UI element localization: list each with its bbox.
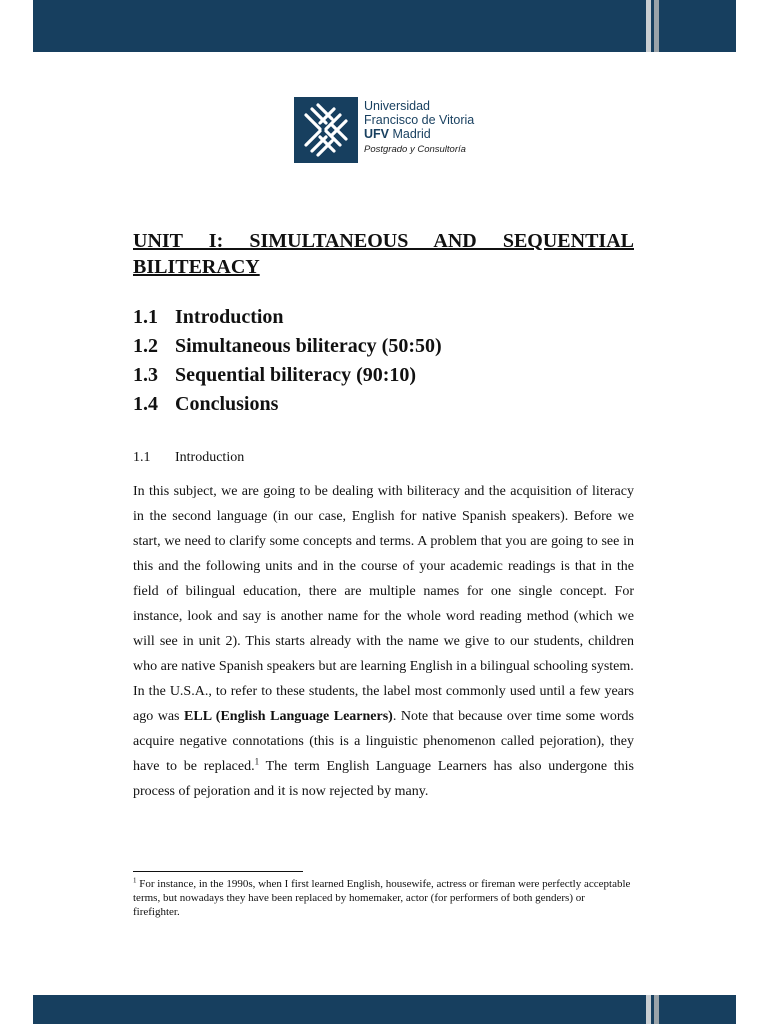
header-notch (646, 0, 651, 52)
toc-label: Introduction (175, 306, 284, 328)
unit-title-line1: UNIT I: SIMULTANEOUS AND SEQUENTIAL (133, 230, 634, 252)
footnote-text: For instance, in the 1990s, when I first learned English, housewife, actress or fireman were perfectly acceptable terms, but nowadays they have been replaced by homemaker, actor (for performers of both genders) or firefighter. (133, 878, 631, 918)
logo-madrid: Madrid (389, 127, 431, 141)
unit-title-line2: BILITERACY (133, 256, 260, 278)
ell-term: ELL (English Language Learners) (184, 709, 393, 724)
footnote-marker: 1 (133, 876, 137, 885)
section-number: 1.1 (133, 450, 151, 465)
university-logo (294, 97, 494, 165)
section-heading (133, 449, 244, 467)
paragraph-2-middle: . Note that because over time some words acquire negative connotations (this is a linguistic phenomenon called pejoration), they have to be replaced. (133, 709, 634, 774)
toc-item (133, 332, 442, 361)
toc-number: 1.4 (133, 393, 158, 415)
paragraph-2 (133, 679, 634, 804)
logo-ufv-bold: UFV (364, 127, 389, 141)
logo-line-ufv (364, 127, 431, 141)
toc-number: 1.1 (133, 306, 158, 328)
footnote (133, 877, 634, 919)
toc-item (133, 390, 442, 419)
toc-label: Conclusions (175, 393, 279, 415)
paragraph-1: In this subject, we are going to be dealing with biliteracy and the acquisition of literacy in the second language (in our case, English for native Spanish speakers). Before we start, we need to clarify some concepts and terms. A problem that you are going to see in this and the following units and in the course of your academic readings is that in the field of bilingual education, there are multiple names for one single concept. For instance, look and say is another name for the whole word reading method (which we will see in unit 2). This starts already with the name we give to our students, children who are native Spanish speakers but are learning English in a bilingual schooling system. (133, 484, 634, 674)
ufv-emblem-icon (294, 97, 358, 163)
footer-notch (646, 995, 651, 1024)
footnote-reference[interactable]: 1 (254, 756, 260, 767)
header-notch (654, 0, 659, 52)
paragraph-2-start: In the U.S.A., to refer to these students, the label most commonly used until a few years ago was (133, 684, 634, 724)
footnote-divider (133, 871, 303, 872)
footer-notch (654, 995, 659, 1024)
footer-bar (33, 995, 736, 1024)
toc-number: 1.3 (133, 364, 158, 386)
body-text (133, 479, 634, 804)
unit-title (133, 228, 634, 280)
section-label: Introduction (175, 450, 245, 465)
toc-item (133, 303, 442, 332)
logo-line-name: Francisco de Vitoria (364, 113, 475, 127)
toc-number: 1.2 (133, 335, 158, 357)
logo-line-university: Universidad (364, 99, 431, 113)
header-bar (33, 0, 736, 52)
toc-label: Simultaneous biliteracy (50:50) (175, 335, 442, 357)
toc-label: Sequential biliteracy (90:10) (175, 364, 417, 386)
toc-item (133, 361, 442, 390)
paragraph-2-end: The term English Language Learners has also undergone this process of pejoration and it is now rejected by many. (133, 759, 634, 799)
table-of-contents (133, 303, 442, 419)
logo-line-postgrado: Postgrado y Consultoría (364, 144, 466, 155)
